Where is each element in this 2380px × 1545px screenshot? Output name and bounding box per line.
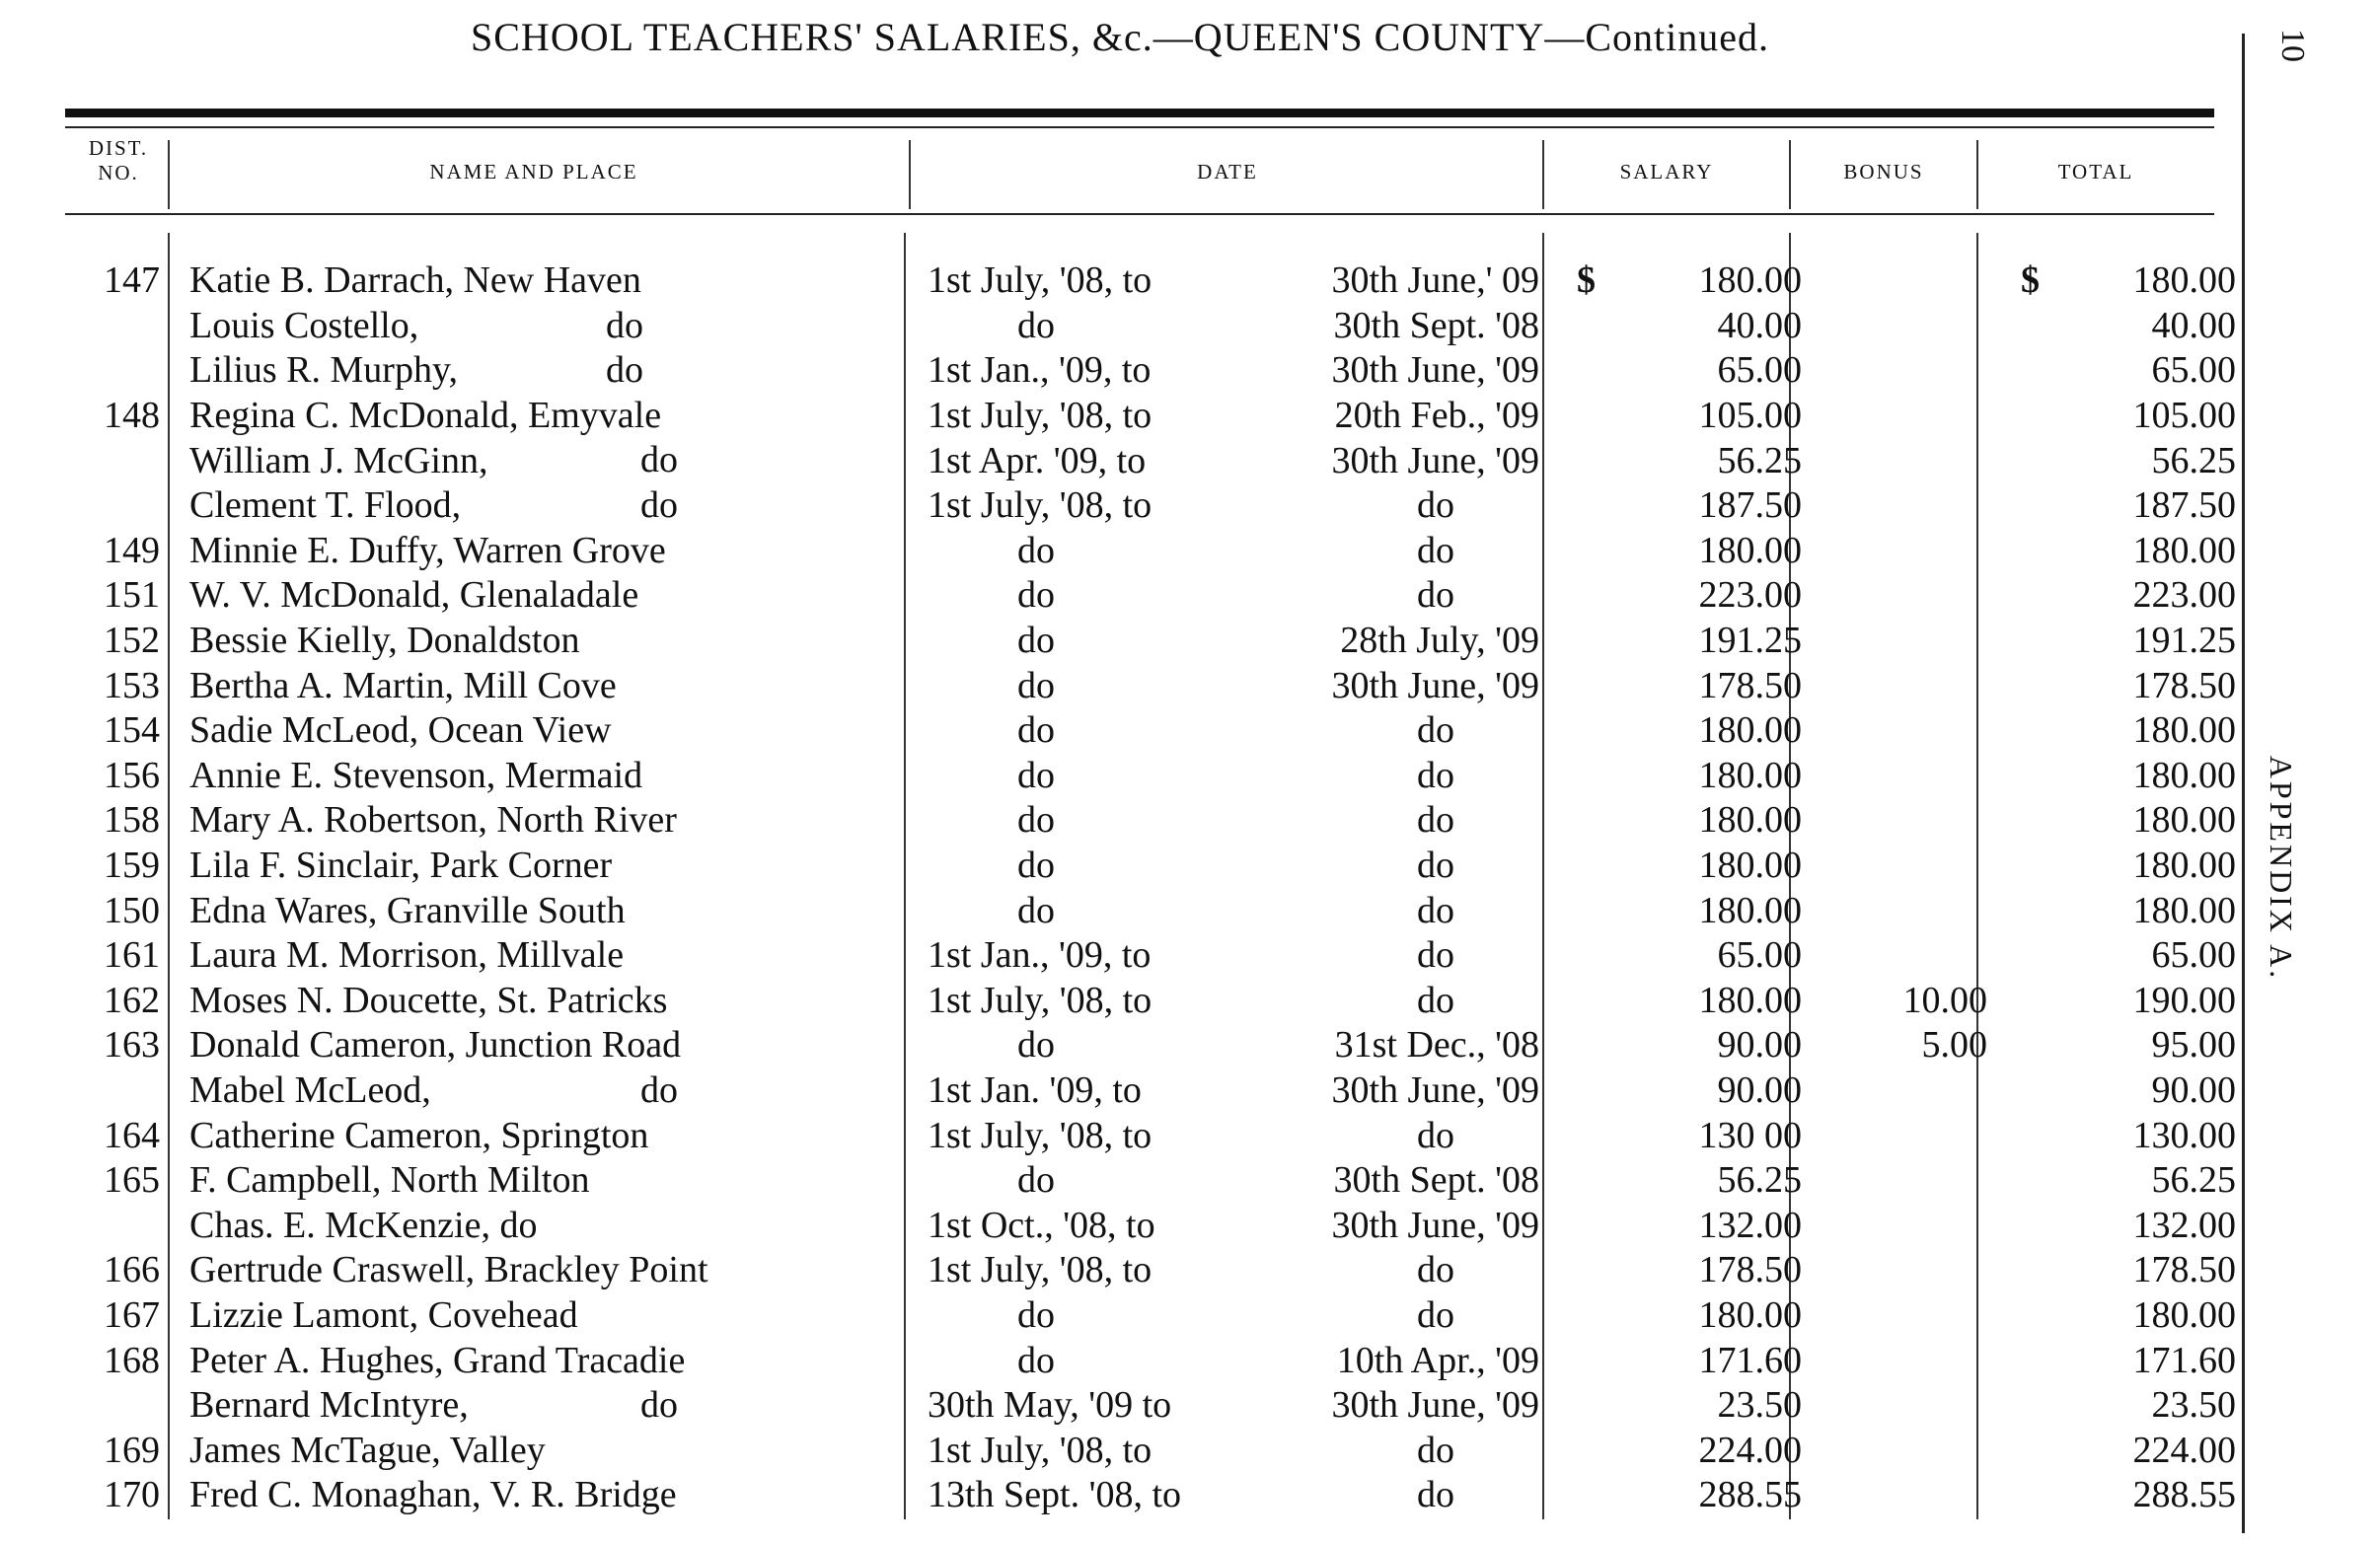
salary-cell: 65.00 [1717,349,1802,392]
dist-no-cell [65,1068,172,1114]
date-from-cell: 1st Jan., '09, to [928,934,1152,977]
salary-cell: 288.55 [1698,1474,1802,1516]
bonus-cell [1812,573,1999,619]
date-to-cell: do [1417,574,1454,617]
date-to-cell: do [1417,709,1454,752]
bonus-cell [1812,483,1999,529]
ditto-mark: do [640,1383,678,1426]
teacher-name: Minnie E. Duffy, Warren Grove [189,529,666,571]
dist-no-cell: 147 [104,259,160,302]
date-to-cell: 30th June, '09 [1331,1384,1539,1427]
total-cell: 178.50 [2132,1249,2236,1291]
total-cell: 191.25 [2132,620,2236,662]
teacher-name: Katie B. Darrach, New Haven [189,259,641,302]
date-from-cell: do [1017,620,1055,662]
total-cell: 105.00 [2132,395,2236,437]
dollar-sign: $ [2021,259,2040,301]
bonus-cell [1812,888,1999,933]
teacher-name: W. V. McDonald, Glenaladale [189,574,639,617]
table-row [65,1158,2252,1204]
header-divider [1542,140,1544,209]
name-place-cell [172,438,910,483]
name-place-cell [172,1068,910,1114]
dist-no-cell: 150 [104,889,160,931]
salary-cell: 180.00 [1698,709,1802,752]
dist-no-cell: 168 [104,1339,160,1381]
date-from-cell: 1st July, '08, to [928,1114,1153,1156]
bonus-cell [1812,258,1999,304]
dist-no-cell: 166 [104,1249,160,1291]
date-to-cell: do [1417,1293,1454,1336]
table-row [65,1248,2252,1293]
date-to-cell: do [1417,934,1454,977]
teacher-name: Chas. E. McKenzie, do [189,1204,538,1246]
name-place-cell [172,1428,910,1473]
name-place-cell [172,1473,910,1518]
col-header-dist: DIST. NO. [88,136,149,184]
teacher-name: Clement T. Flood, [189,484,462,527]
table-row [65,798,2252,844]
date-to-cell: 30th June,' 09 [1331,259,1539,302]
table-row [65,348,2252,394]
date-to-cell: do [1417,1429,1454,1471]
name-place-cell [172,529,910,574]
table-row [65,483,2252,529]
name-place-cell [172,394,910,439]
date-to-cell: do [1417,754,1454,796]
table-row [65,1113,2252,1158]
table-row [65,619,2252,664]
name-place-cell [172,483,910,529]
name-place-cell [172,1293,910,1339]
salary-cell: 187.50 [1698,484,1802,527]
name-place-cell [172,844,910,889]
teacher-name: Catherine Cameron, Springton [189,1114,649,1156]
total-cell: 178.50 [2132,664,2236,706]
col-header-date: DATE [1197,160,1258,184]
bonus-cell [1812,1248,1999,1293]
bonus-cell [1812,529,1999,574]
dist-no-cell: 152 [104,620,160,662]
name-place-cell [172,1203,910,1248]
date-to-cell: 30th June, '09 [1331,1068,1539,1111]
date-to-cell: 30th June, '09 [1331,439,1539,481]
date-from-cell: do [1017,709,1055,752]
date-from-cell: 1st Apr. '09, to [928,439,1147,481]
salary-cell: 56.25 [1717,439,1802,481]
dist-no-cell: 159 [104,845,160,887]
dist-no-cell: 162 [104,979,160,1021]
table-row [65,979,2252,1024]
teacher-name: Annie E. Stevenson, Mermaid [189,754,643,796]
dist-no-cell [65,348,172,394]
date-to-cell: do [1417,889,1454,931]
header-divider [909,140,911,209]
name-place-cell [172,798,910,844]
dist-no-cell: 167 [104,1293,160,1336]
table-row [65,663,2252,708]
total-cell: 132.00 [2132,1204,2236,1246]
name-place-cell [172,573,910,619]
total-cell: 56.25 [2151,439,2236,481]
table-row [65,1473,2252,1518]
bonus-cell [1812,708,1999,754]
header-thick-rule [65,109,2214,117]
total-cell: 90.00 [2151,1068,2236,1111]
bonus-cell [1812,394,1999,439]
salary-cell: 23.50 [1717,1384,1802,1427]
name-place-cell [172,1248,910,1293]
date-to-cell: do [1417,979,1454,1021]
dist-no-cell: 149 [104,529,160,571]
salary-cell: 90.00 [1717,1024,1802,1067]
date-from-cell: 1st July, '08, to [928,979,1153,1021]
salary-cell: 178.50 [1698,664,1802,706]
header-divider [1976,140,1978,209]
dist-no-cell: 151 [104,574,160,617]
dist-no-cell: 148 [104,395,160,437]
date-from-cell: 30th May, '09 to [928,1384,1172,1427]
teacher-name: Regina C. McDonald, Emyvale [189,395,662,437]
teacher-name: Bernard McIntyre, [189,1384,469,1427]
date-from-cell: do [1017,529,1055,571]
salary-cell: 56.25 [1717,1159,1802,1202]
bonus-cell [1812,438,1999,483]
bonus-cell: 10.00 [1902,979,1987,1021]
dist-no-cell: 165 [104,1159,160,1202]
name-place-cell [172,979,910,1024]
salary-cell: $ 180.00 [1577,259,1802,302]
table-row [65,258,2252,304]
date-from-cell: 1st July, '08, to [928,259,1153,302]
table-row [65,1023,2252,1068]
date-to-cell: do [1417,529,1454,571]
bonus-cell [1812,1113,1999,1158]
date-to-cell: 30th June, '09 [1331,664,1539,706]
salary-cell: 105.00 [1698,395,1802,437]
table-row [65,438,2252,483]
dist-no-cell: 161 [104,934,160,977]
dist-no-cell [65,1383,172,1429]
total-cell: 180.00 [2132,1293,2236,1336]
date-from-cell: do [1017,1024,1055,1067]
total-cell: 180.00 [2132,799,2236,842]
salary-cell: 178.50 [1698,1249,1802,1291]
table-row [65,1203,2252,1248]
name-place-cell [172,933,910,979]
total-cell: 171.60 [2132,1339,2236,1381]
date-to-cell: do [1417,1114,1454,1156]
dist-no-cell [65,1203,172,1248]
total-cell: 190.00 [2132,979,2236,1021]
name-place-cell [172,348,910,394]
table-row [65,1428,2252,1473]
date-to-cell: 28th July, '09 [1340,620,1539,662]
teacher-name: Lizzie Lamont, Covehead [189,1293,578,1336]
date-from-cell: do [1017,1339,1055,1381]
total-cell: 23.50 [2151,1384,2236,1427]
name-place-cell [172,754,910,799]
total-cell: 180.00 [2132,845,2236,887]
date-from-cell: 1st July, '08, to [928,1249,1153,1291]
total-cell: 65.00 [2151,934,2236,977]
appendix-label: APPENDIX A. [2264,755,2299,982]
header-bottom-rule [65,213,2214,215]
teacher-name: Edna Wares, Granville South [189,889,626,931]
dist-no-cell: 154 [104,709,160,752]
teacher-name: Louis Costello, [189,304,419,346]
table-row [65,754,2252,799]
dollar-sign: $ [1577,259,1596,301]
date-from-cell: do [1017,664,1055,706]
total-cell: $ 180.00 [2021,259,2236,302]
teacher-name: Bertha A. Martin, Mill Cove [189,664,617,706]
total-cell: 130.00 [2132,1114,2236,1156]
col-header-bonus: BONUS [1843,160,1924,184]
date-from-cell: 13th Sept. '08, to [928,1474,1182,1516]
name-place-cell [172,1158,910,1204]
date-from-cell: do [1017,304,1055,346]
bonus-cell [1812,1338,1999,1383]
date-from-cell: do [1017,845,1055,887]
ditto-mark: do [640,483,678,526]
table-row [65,304,2252,349]
teacher-name: Peter A. Hughes, Grand Tracadie [189,1339,686,1381]
teacher-name: William J. McGinn, [189,439,488,481]
total-cell: 180.00 [2132,529,2236,571]
page-title: SCHOOL TEACHERS' SALARIES, &c.—QUEEN'S COUNTY—Continued. [471,15,1769,59]
dist-no-cell: 169 [104,1429,160,1471]
total-cell: 40.00 [2151,304,2236,346]
teacher-name: Bessie Kielly, Donaldston [189,620,580,662]
table-row [65,933,2252,979]
bonus-cell [1812,1203,1999,1248]
dist-no-cell: 153 [104,664,160,706]
date-to-cell: do [1417,1249,1454,1291]
teacher-name: Mary A. Robertson, North River [189,799,677,842]
date-from-cell: 1st Oct., '08, to [928,1204,1155,1246]
table-row [65,888,2252,933]
teacher-name: Laura M. Morrison, Millvale [189,934,625,977]
name-place-cell [172,888,910,933]
date-from-cell: 1st Jan., '09, to [928,349,1152,392]
table-row [65,844,2252,889]
total-cell: 187.50 [2132,484,2236,527]
date-to-cell: do [1417,484,1454,527]
salary-cell: 132.00 [1698,1204,1802,1246]
date-to-cell: 10th Apr., '09 [1336,1339,1539,1381]
date-to-cell: 30th Sept. '08 [1333,304,1539,346]
bonus-cell [1812,1158,1999,1204]
date-from-cell: do [1017,754,1055,796]
name-place-cell [172,1383,910,1429]
date-from-cell: do [1017,574,1055,617]
total-cell: 288.55 [2132,1474,2236,1516]
bonus-cell [1812,1473,1999,1518]
date-to-cell: 20th Feb., '09 [1334,395,1539,437]
dist-no-cell [65,483,172,529]
date-from-cell: 1st July, '08, to [928,395,1153,437]
dist-no-cell: 156 [104,754,160,796]
salary-cell: 180.00 [1698,845,1802,887]
date-from-cell: 1st July, '08, to [928,484,1153,527]
bonus-cell [1812,1068,1999,1114]
ditto-mark: do [606,304,643,346]
salary-cell: 224.00 [1698,1429,1802,1471]
date-from-cell: do [1017,799,1055,842]
teacher-name: Sadie McLeod, Ocean View [189,709,612,752]
total-cell: 95.00 [2151,1024,2236,1067]
teacher-name: James McTague, Valley [189,1429,546,1471]
teacher-name: Donald Cameron, Junction Road [189,1024,682,1067]
bonus-cell: 5.00 [1921,1024,1987,1067]
name-place-cell [172,258,910,304]
table-row [65,1383,2252,1429]
date-to-cell: do [1417,1474,1454,1516]
salary-cell: 180.00 [1698,979,1802,1021]
teacher-name: Fred C. Monaghan, V. R. Bridge [189,1474,677,1516]
salary-cell: 191.25 [1698,620,1802,662]
dist-no-cell [65,304,172,349]
teacher-name: F. Campbell, North Milton [189,1159,590,1202]
bonus-cell [1812,1428,1999,1473]
salary-cell: 180.00 [1698,799,1802,842]
date-from-cell: do [1017,1159,1055,1202]
date-from-cell: 1st Jan. '09, to [928,1068,1142,1111]
total-cell: 224.00 [2132,1429,2236,1471]
table-row [65,573,2252,619]
name-place-cell [172,304,910,349]
page-number: 10 [2274,29,2311,62]
bonus-cell [1812,798,1999,844]
name-place-cell [172,1023,910,1068]
salary-cell: 180.00 [1698,754,1802,796]
date-from-cell: 1st July, '08, to [928,1429,1153,1471]
dist-no-cell [65,438,172,483]
date-from-cell: do [1017,1293,1055,1336]
total-cell: 65.00 [2151,349,2236,392]
dist-no-cell: 163 [104,1024,160,1067]
dist-no-cell: 170 [104,1474,160,1516]
total-cell: 56.25 [2151,1159,2236,1202]
salary-cell: 180.00 [1698,529,1802,571]
bonus-cell [1812,754,1999,799]
header-top-rule [65,126,2214,128]
ditto-mark: do [606,349,643,392]
date-to-cell: 30th Sept. '08 [1333,1159,1539,1202]
bonus-cell [1812,933,1999,979]
date-to-cell: 31st Dec., '08 [1334,1024,1539,1067]
total-cell: 223.00 [2132,574,2236,617]
teacher-name: Gertrude Craswell, Brackley Point [189,1249,708,1291]
bonus-cell [1812,1293,1999,1339]
col-header-salary: SALARY [1619,160,1714,184]
bonus-cell [1812,348,1999,394]
salary-cell: 180.00 [1698,889,1802,931]
total-cell: 180.00 [2132,889,2236,931]
table-row [65,1293,2252,1339]
col-header-name: NAME AND PLACE [429,160,638,184]
teacher-name: Lilius R. Murphy, [189,349,458,392]
salary-cell: 130 00 [1698,1114,1802,1156]
bonus-cell [1812,844,1999,889]
teacher-name: Moses N. Doucette, St. Patricks [189,979,668,1021]
ditto-mark: do [640,1068,678,1111]
bonus-cell [1812,619,1999,664]
table-row [65,394,2252,439]
salary-cell: 65.00 [1717,934,1802,977]
date-to-cell: 30th June, '09 [1331,1204,1539,1246]
name-place-cell [172,1338,910,1383]
bonus-cell [1812,663,1999,708]
name-place-cell [172,663,910,708]
salary-cell: 90.00 [1717,1068,1802,1111]
table-row [65,708,2252,754]
total-cell: 180.00 [2132,754,2236,796]
table-row [65,1068,2252,1114]
name-place-cell [172,619,910,664]
bonus-cell [1812,304,1999,349]
date-from-cell: do [1017,889,1055,931]
dist-no-cell: 158 [104,799,160,842]
date-to-cell: 30th June, '09 [1331,349,1539,392]
teacher-name: Lila F. Sinclair, Park Corner [189,845,613,887]
ditto-mark: do [640,439,678,481]
name-place-cell [172,708,910,754]
table-row [65,529,2252,574]
salary-cell: 223.00 [1698,574,1802,617]
col-header-total: TOTAL [2057,160,2134,184]
date-to-cell: do [1417,845,1454,887]
salary-cell: 180.00 [1698,1293,1802,1336]
salary-table [65,258,2252,1518]
dist-no-cell: 164 [104,1114,160,1156]
teacher-name: Mabel McLeod, [189,1068,431,1111]
bonus-cell [1812,1383,1999,1429]
header-divider [1789,140,1791,209]
total-cell: 180.00 [2132,709,2236,752]
name-place-cell [172,1113,910,1158]
salary-cell: 40.00 [1717,304,1802,346]
date-to-cell: do [1417,799,1454,842]
table-row [65,1338,2252,1383]
salary-cell: 171.60 [1698,1339,1802,1381]
header-divider [168,140,170,209]
